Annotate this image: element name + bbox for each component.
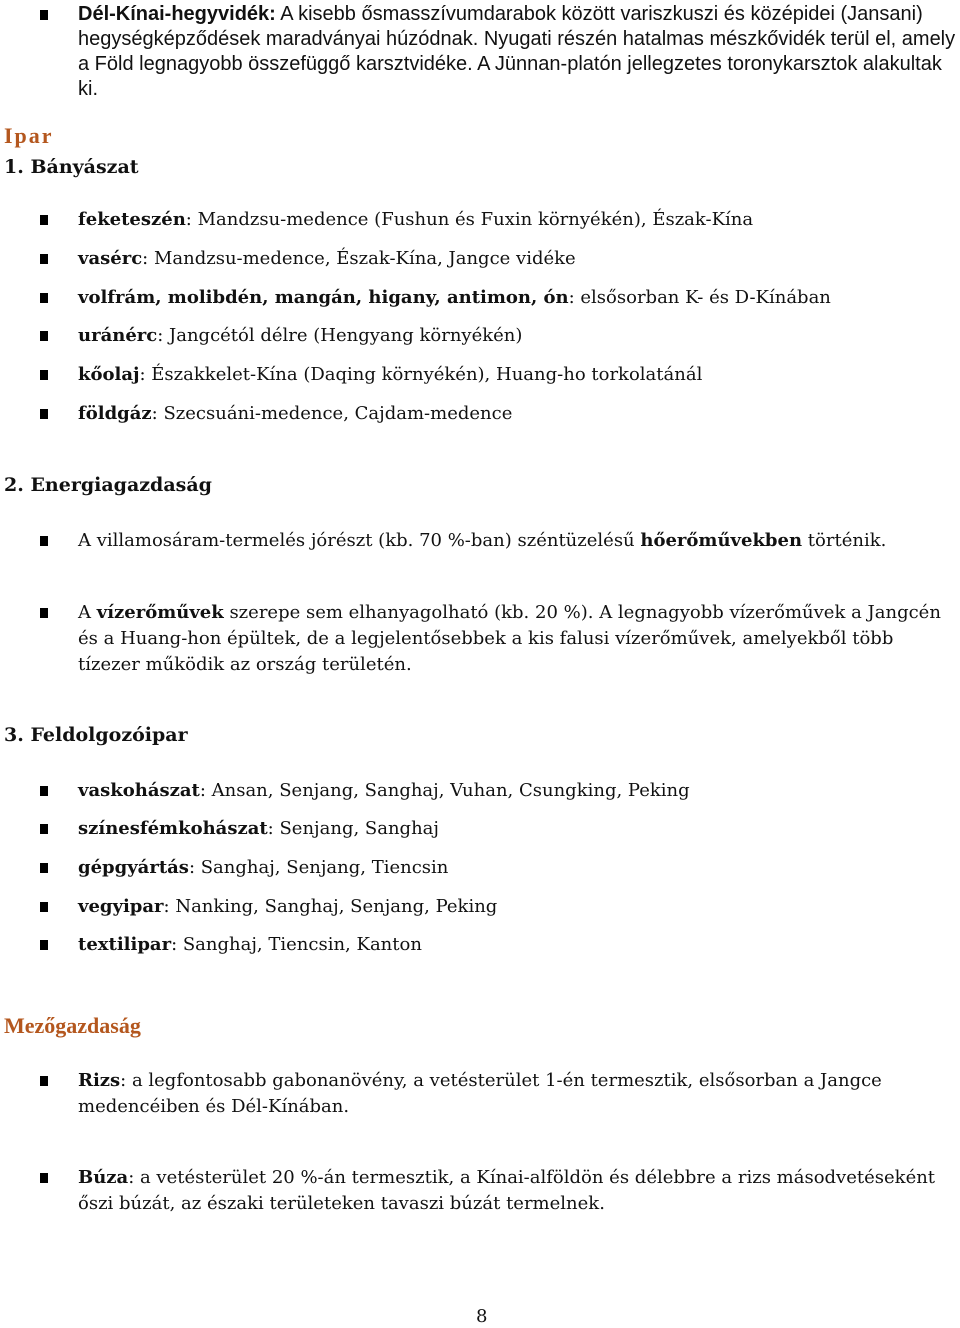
bullet-icon [40,293,48,303]
bullet-icon [40,786,48,796]
list-item: Búza: a vetésterület 20 %-án termesztik, a Kínai-alföldön és délebbre a rizs másodvetéseként őszi búzát, az északi területeken tavaszi búzát termelnek. [40,1165,958,1219]
bullet-icon [40,331,48,341]
section-heading-agriculture: Mezőgazdaság [4,1013,141,1038]
bullet-icon [40,370,48,380]
subheading-processing: 3. Feldolgozóipar [4,724,188,746]
list-item: színesfémkohászat: Senjang, Sanghaj [40,816,958,842]
list-item: vasérc: Mandzsu-medence, Észak-Kína, Jangce vidéke [40,246,958,272]
bullet-icon [40,254,48,264]
bullet-icon [40,1173,48,1183]
list-item: A vízerőművek szerepe sem elhanyagolható (kb. 20 %). A legnagyobb vízerőművek a Jangcén és a Huang-hon épültek, de a legjelentősebbek a kis falusi vízerőművek, amelyekből több tízezer működik az ország területén. [40,600,958,680]
intro-text: A kisebb ősmasszívumdarabok között variszkuszi és középidei (Jansani) hegységképződések maradványai húzódnak. Nyugati részén hatalmas mészkővidék terül el, amely a Föld legnagyobb összefüggő karsztvidéke. A Jünnan-platón jellegzetes toronykarsztok alakultak ki. [78,3,956,100]
list-item: uránérc: Jangcétól délre (Hengyang környékén) [40,323,958,349]
bullet-icon [40,536,48,546]
bullet-icon [40,215,48,225]
list-item: kőolaj: Északkelet-Kína (Daqing környékén), Huang-ho torkolatánál [40,362,958,388]
bullet-icon [40,863,48,873]
intro-label: Dél-Kínai-hegyvidék: [78,3,276,25]
list-item: textilipar: Sanghaj, Tiencsin, Kanton [40,932,958,958]
list-item: A villamosáram-termelés jórészt (kb. 70 %-ban) széntüzelésű hőerőművekben történik. [40,528,958,554]
bullet-icon [40,10,48,20]
bullet-icon [40,608,48,618]
list-item: Rizs: a legfontosabb gabonanövény, a vetésterület 1-én termesztik, elsősorban a Jangce medencéiben és Dél-Kínában. [40,1068,958,1122]
subheading-energy: 2. Energiagazdaság [4,474,212,496]
list-item: vaskohászat: Ansan, Senjang, Sanghaj, Vuhan, Csungking, Peking [40,778,958,804]
bullet-icon [40,902,48,912]
list-item: gépgyártás: Sanghaj, Senjang, Tiencsin [40,855,958,881]
subheading-mining: 1. Bányászat [4,156,139,178]
page-number: 8 [476,1306,488,1327]
list-item: feketeszén: Mandzsu-medence (Fushun és Fuxin környékén), Észak-Kína [40,207,958,233]
bullet-icon [40,409,48,419]
bullet-icon [40,940,48,950]
bullet-icon [40,1076,48,1086]
section-heading-ipar: Ipar [4,123,54,148]
bullet-icon [40,824,48,834]
list-item: földgáz: Szecsuáni-medence, Cajdam-medence [40,401,958,427]
list-item: volfrám, molibdén, mangán, higany, antimon, ón: elsősorban K- és D-Kínában [40,285,958,311]
list-item: vegyipar: Nanking, Sanghaj, Senjang, Peking [40,894,958,920]
intro-item [40,2,958,106]
